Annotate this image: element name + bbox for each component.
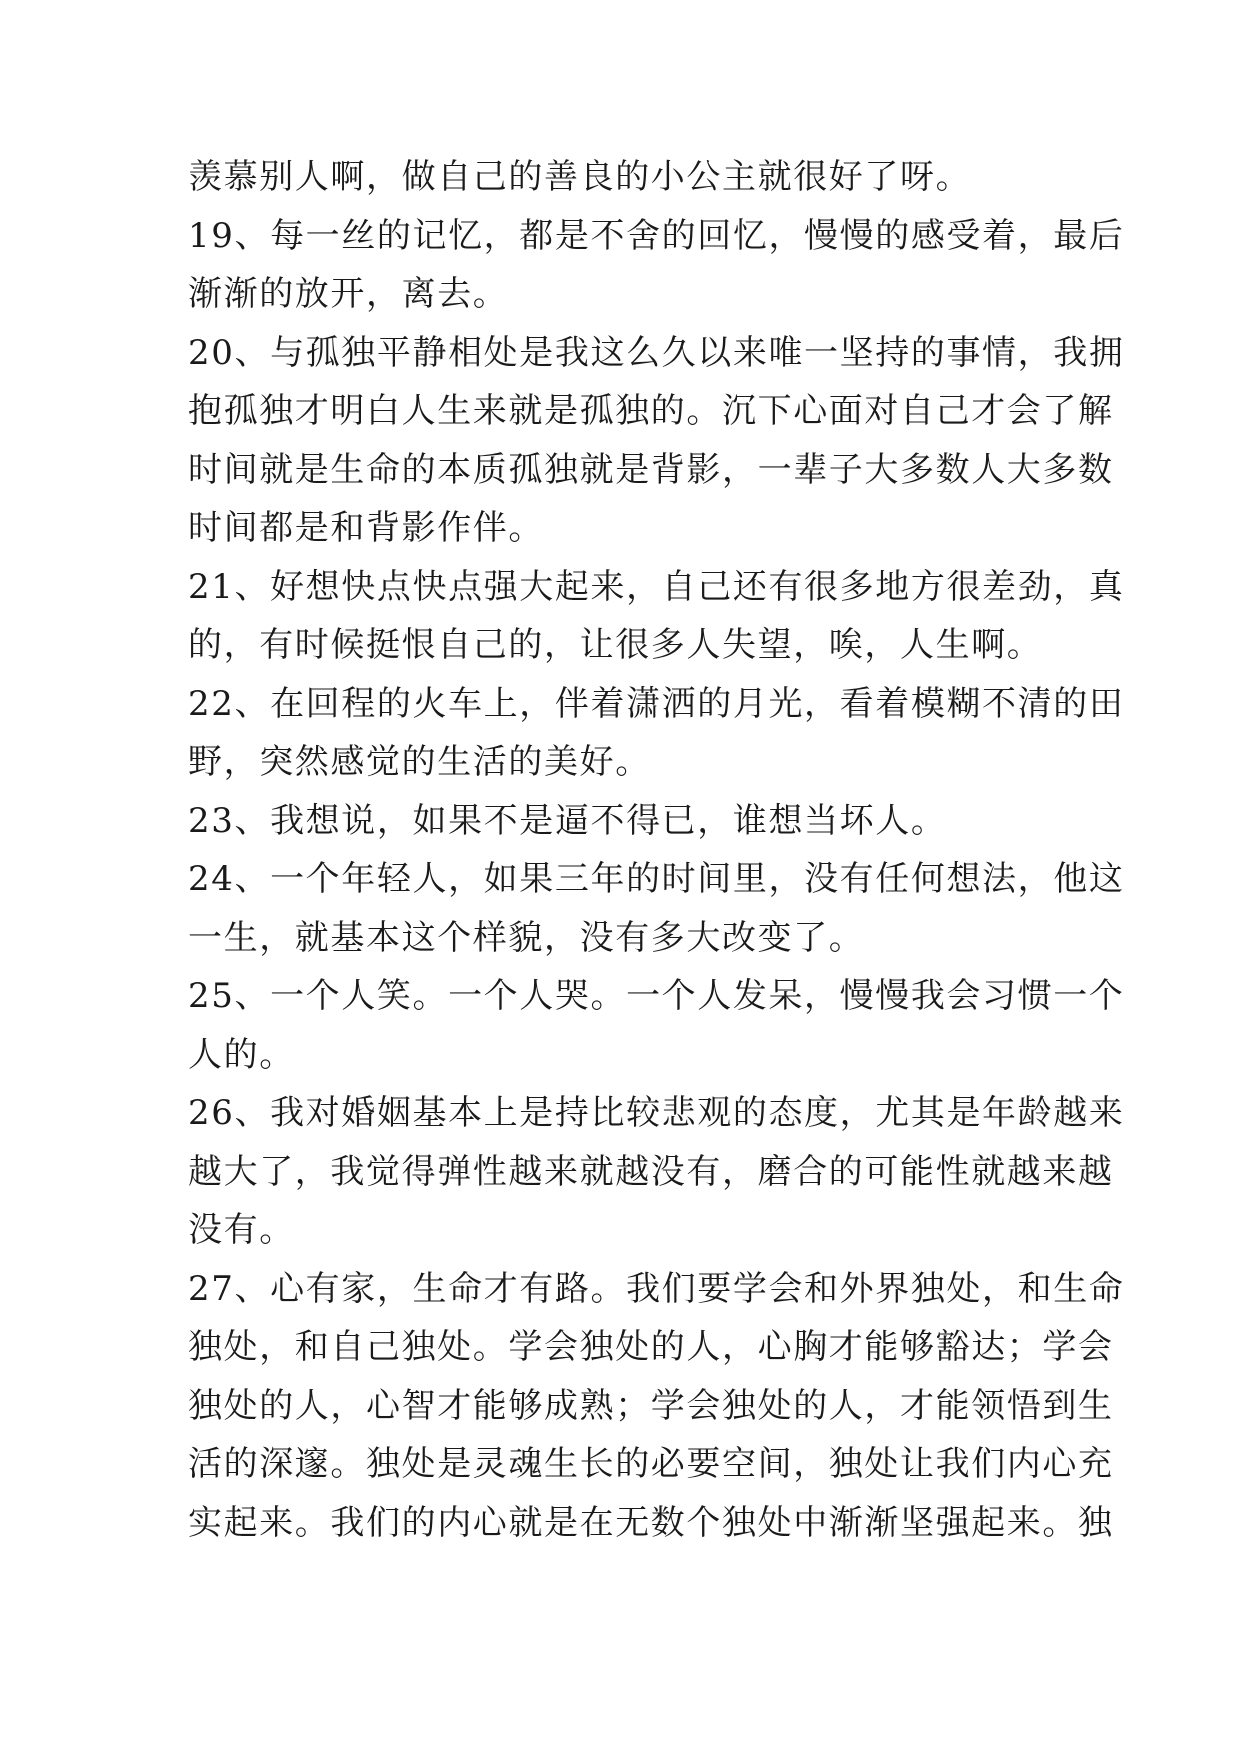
text-line: 时间都是和背影作伴。 <box>188 508 544 548</box>
text-line: 25、一个人笑。一个人哭。一个人发呆，慢慢我会习惯一个 <box>188 976 1125 1016</box>
text-line: 19、每一丝的记忆，都是不舍的回忆，慢慢的感受着，最后 <box>188 215 1125 256</box>
text-line: 活的深邃。独处是灵魂生长的必要空间，独处让我们内心充 <box>188 1444 1114 1484</box>
text-line: 实起来。我们的内心就是在无数个独处中渐渐坚强起来。独 <box>188 1502 1114 1543</box>
text-line: 人的。 <box>188 1034 295 1075</box>
text-line: 独处，和自己独处。学会独处的人，心胸才能够豁达；学会 <box>188 1327 1114 1367</box>
document-body <box>188 148 1125 1552</box>
text-line: 22、在回程的火车上，伴着潇洒的月光，看着模糊不清的田 <box>188 683 1125 724</box>
text-line: 27、心有家，生命才有路。我们要学会和外界独处，和生命 <box>188 1268 1125 1309</box>
text-line: 23、我想说，如果不是逼不得已，谁想当坏人。 <box>188 800 947 841</box>
text-line: 20、与孤独平静相处是我这么久以来唯一坚持的事情，我拥 <box>188 332 1125 373</box>
text-line: 独处的人，心智才能够成熟；学会独处的人，才能领悟到生 <box>188 1385 1114 1426</box>
text-line: 羡慕别人啊，做自己的善良的小公主就很好了呀。 <box>188 157 972 197</box>
text-line: 抱孤独才明白人生来就是孤独的。沉下心面对自己才会了解 <box>188 391 1114 431</box>
text-line: 越大了，我觉得弹性越来就越没有，磨合的可能性就越来越 <box>188 1151 1114 1192</box>
text-line: 26、我对婚姻基本上是持比较悲观的态度，尤其是年龄越来 <box>188 1093 1125 1133</box>
text-line: 21、好想快点快点强大起来，自己还有很多地方很差劲，真 <box>188 566 1125 607</box>
text-line: 24、一个年轻人，如果三年的时间里，没有任何想法，他这 <box>188 859 1125 899</box>
text-line: 野，突然感觉的生活的美好。 <box>188 742 651 782</box>
text-line: 时间就是生命的本质孤独就是背影，一辈子大多数人大多数 <box>188 449 1114 490</box>
text-line: 一生，就基本这个样貌，没有多大改变了。 <box>188 917 865 958</box>
text-line: 的，有时候挺恨自己的，让很多人失望，唉，人生啊。 <box>188 625 1043 665</box>
text-line: 没有。 <box>188 1210 295 1250</box>
text-line: 渐渐的放开，离去。 <box>188 274 509 314</box>
